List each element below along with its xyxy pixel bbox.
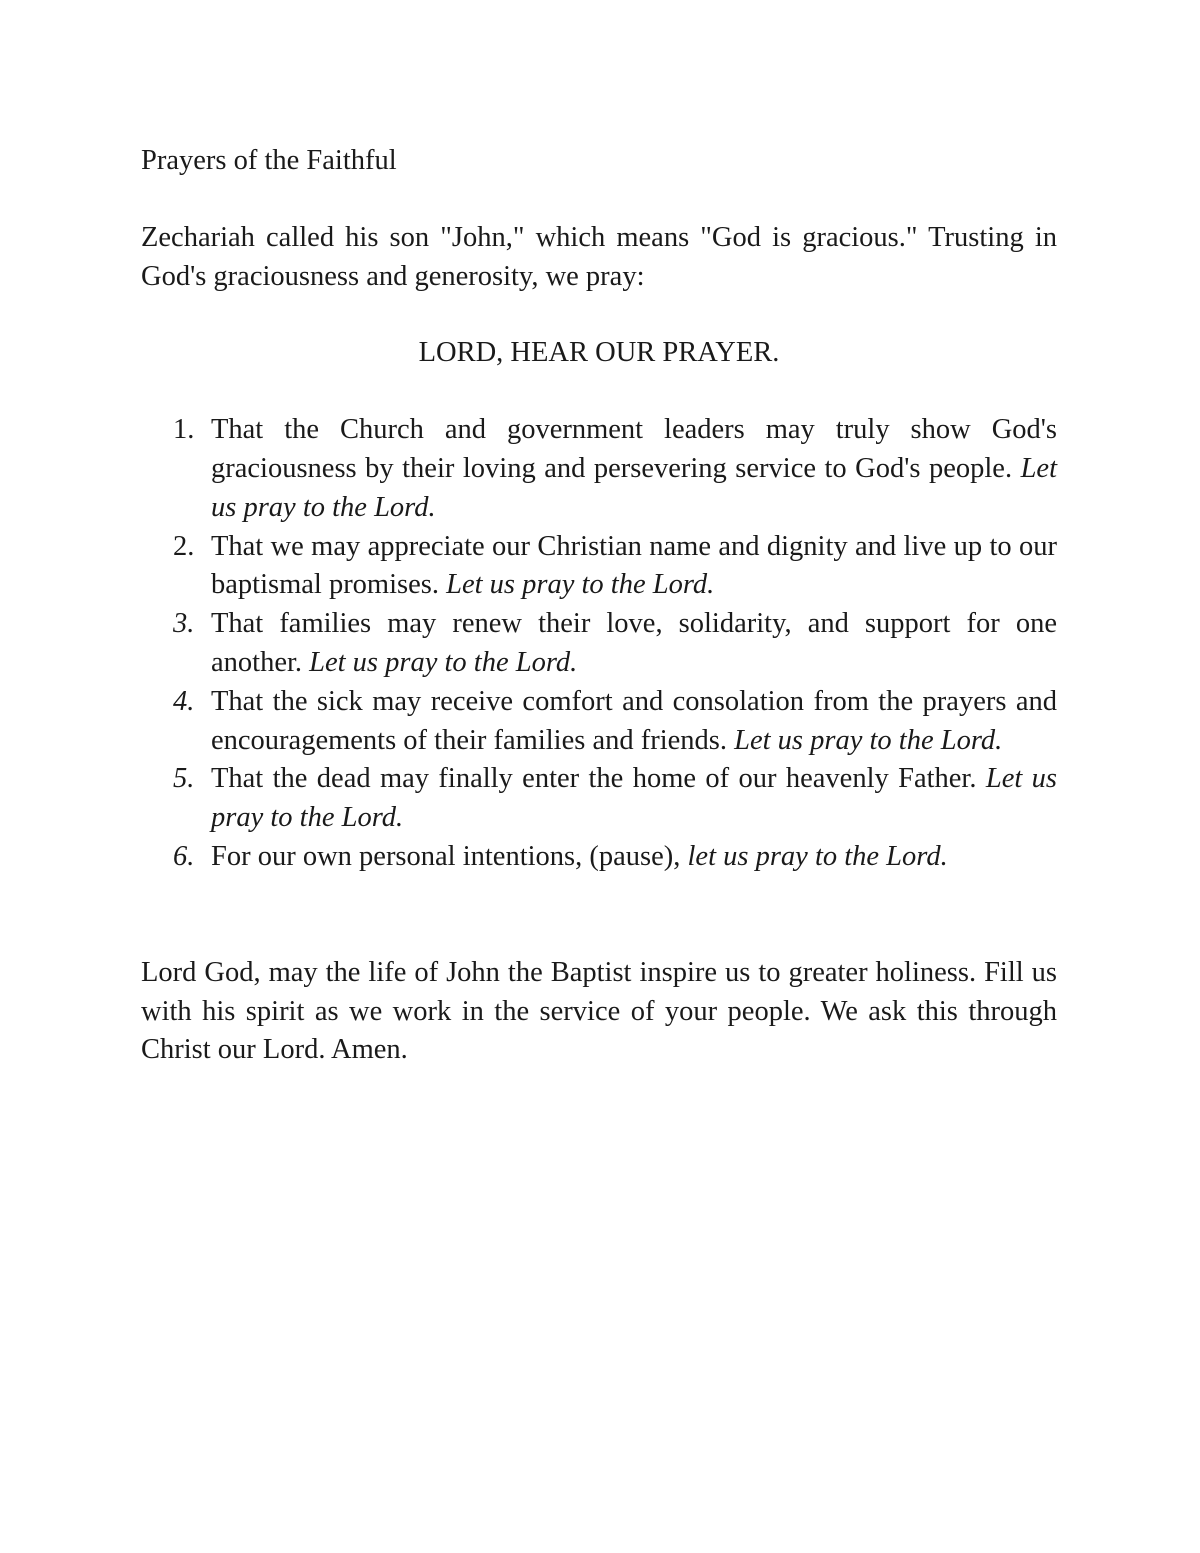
petition-refrain: Let us pray to the Lord.: [211, 452, 1057, 523]
document-body: [141, 142, 1057, 1070]
petition-refrain: let us pray to the Lord.: [687, 840, 948, 872]
petition-number: 6.: [173, 840, 195, 872]
petition-text: That the dead may finally enter the home of our heavenly Father.: [211, 763, 986, 795]
petition-item-1: [141, 411, 1057, 527]
closing-prayer: Lord God, may the life of John the Baptist inspire us to greater holiness. Fill us with his spirit as we work in the service of your people. We ask this through Christ our Lord. Amen.: [141, 956, 1057, 1066]
petition-text: That the sick may receive comfort and consolation from the prayers and encouragements of their families and friends.: [211, 685, 1057, 756]
petition-number: 5.: [173, 763, 195, 795]
petition-text: That families may renew their love, solidarity, and support for one another.: [211, 608, 1057, 678]
petition-refrain: Let us pray to the Lord.: [211, 763, 1057, 834]
intro-paragraph: Zechariah called his son "John," which means "God is gracious." Trusting in God's graciousness and generosity, we pray:: [141, 221, 1057, 292]
petition-item-5: [141, 760, 1057, 838]
petition-number: 4.: [173, 685, 195, 717]
petition-text: That the Church and government leaders may truly show God's graciousness by their loving and persevering service to God's people.: [211, 414, 1057, 484]
petition-refrain: Let us pray to the Lord.: [734, 724, 1003, 756]
petition-item-3: [141, 605, 1057, 683]
petition-item-2: [141, 528, 1057, 606]
petition-refrain: Let us pray to the Lord.: [446, 569, 715, 601]
petition-number: 2.: [173, 530, 195, 562]
petition-list: [141, 411, 1057, 877]
petition-text: For our own personal intentions, (pause),: [211, 840, 688, 872]
response-line: LORD, HEAR OUR PRAYER.: [418, 337, 780, 369]
petition-refrain: Let us pray to the Lord.: [309, 646, 578, 678]
petition-text: That we may appreciate our Christian name and dignity and live up to our baptismal promises.: [211, 530, 1057, 601]
petition-number: 1.: [173, 414, 195, 446]
petition-number: 3.: [173, 608, 195, 640]
petition-item-6: [141, 838, 1057, 877]
petition-item-4: [141, 683, 1057, 761]
document-title: Prayers of the Faithful: [141, 145, 397, 176]
